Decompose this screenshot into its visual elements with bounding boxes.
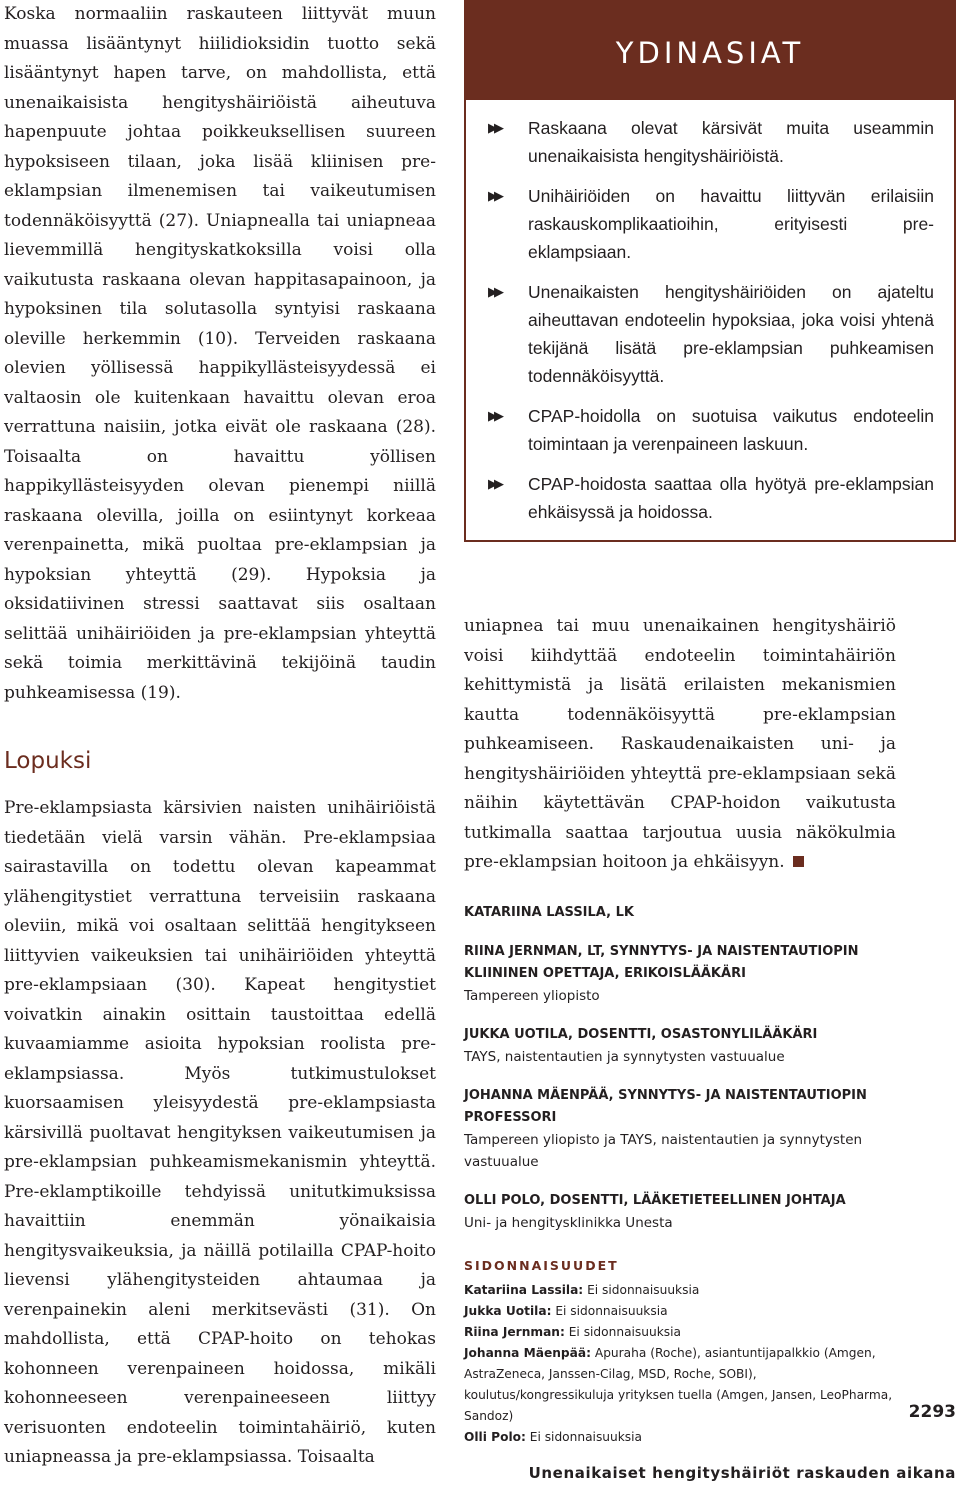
author-affiliation: Tampereen yliopisto bbox=[464, 988, 600, 1004]
disclosure-row bbox=[464, 1322, 904, 1343]
key-point-item bbox=[488, 470, 934, 526]
body-paragraph-1: Koska normaaliin raskauteen liittyvät muun muassa lisääntynyt hiilidioksidin tuotto sekä lisääntynyt hapen tarve, on mahdollista, että unenaikaisista hengityshäiriöistä aiheutuva hapenpuute johtaa poikkeuksellisen suureen hypoksiseen tilaan, joka lisää kliinisen pre-eklampsian ilmenemisen tai vaikeutumisen todennäköisyyttä (27). Uniapnealla tai uniapneaa lievemmillä hengityskatkoksilla voisi olla vaikutusta raskaana olevan happitasapainoon, ja hypoksinen tila solutasolla syntyisi raskaana oleville herkemmin (10). Terveiden raskaana olevien yöllisessä happikyllästeisyydessä ei valtaosin ole kuitenkaan havaittu olevan eroa verrattuna naisiin, jotka eivät ole raskaana (28). Toisaalta on havaittu yöllisen happikyllästeisyyden olevan pienempi niillä raskaana olevilla, joilla on esiintynyt korkeaa verenpainetta, mikä puoltaa pre-eklampsian ja hypoksian yhteyttä (29). Hypoksia ja oksidatiivinen stressi saattavat siis osaltaan selittää unihäiriöiden ja pre-eklampsian yhteyttä sekä toimia merkittävinä tekijöinä taudin puhkeamisessa (19). bbox=[4, 4, 436, 703]
double-arrow-icon: ▶▶ bbox=[488, 408, 500, 423]
author-name bbox=[464, 1190, 904, 1212]
disclosure-text: Apuraha (Roche), asiantuntijapalkkio (Amgen, AstraZeneca, Janssen-Cilag, MSD, Roche, SOBI), koulutus/kongressikuluja yrityksen tuella (Amgen, Jansen, LeoPharma, Sandoz) bbox=[464, 1346, 893, 1423]
disclosure-text: Ei sidonnaisuuksia bbox=[587, 1283, 700, 1297]
disclosure-text: Ei sidonnaisuuksia bbox=[555, 1304, 668, 1318]
disclosure-name: Jukka Uotila: bbox=[464, 1304, 552, 1318]
key-point-item bbox=[488, 402, 934, 458]
double-arrow-icon: ▶▶ bbox=[488, 120, 500, 135]
running-footer: Unenaikaiset hengityshäiriöt raskauden aikana bbox=[528, 1464, 956, 1482]
disclosure-text: Ei sidonnaisuuksia bbox=[568, 1325, 681, 1339]
disclosures-title: SIDONNAISUUDET bbox=[464, 1258, 619, 1273]
double-arrow-icon: ▶▶ bbox=[488, 284, 500, 299]
disclosure-row bbox=[464, 1427, 904, 1448]
author-name bbox=[464, 1024, 904, 1046]
author-name-text: OLLI POLO, DOSENTTI, LÄÄKETIETEELLINEN JOHTAJA bbox=[464, 1193, 846, 1208]
disclosure-name: Katariina Lassila: bbox=[464, 1283, 584, 1297]
key-point-text: Unihäiriöiden on havaittu liittyvän erilaisiin raskauskomplikaatioihin, erityisesti pre-eklampsiaan. bbox=[528, 186, 934, 262]
double-arrow-icon: ▶▶ bbox=[488, 476, 500, 491]
disclosures bbox=[464, 1255, 904, 1448]
section-heading-lopuksi: Lopuksi bbox=[4, 748, 92, 774]
author-list bbox=[464, 902, 904, 1251]
author-entry bbox=[464, 1085, 904, 1173]
right-column bbox=[464, 612, 896, 878]
key-points-box bbox=[464, 0, 956, 542]
key-point-item bbox=[488, 278, 934, 390]
disclosure-name: Johanna Mäenpää: bbox=[464, 1346, 591, 1360]
key-point-item bbox=[488, 182, 934, 266]
page-number: 2293 bbox=[908, 1402, 956, 1422]
key-point-text: CPAP-hoidolla on suotuisa vaikutus endoteelin toimintaan ja verenpaineen laskuun. bbox=[528, 406, 934, 454]
body-paragraph-2: Pre-eklampsiasta kärsivien naisten unihäiriöistä tiedetään vielä varsin vähän. Pre-eklampsiaa sairastavilla on todettu olevan kapeammat ylähengitystiet verrattuna terveisiin raskaana oleviin, mikä voi osaltaan selittää hengitykseen liittyvien vaikeuksien tai unihäiriöiden yhteyttä pre-eklampsiaan (30). Kapeat hengitystiet voivatkin ainakin osittain taustoittaa edellä kuvaamiamme asioita hypoksian roolista pre-eklampsiassa. Myös tutkimustulokset kuorsaamisen yleisyydestä pre-eklampsiasta kärsivillä puoltavat hengityksen vaikeutumisen ja pre-eklampsian puhkeamismekanismin yhteyttä. Pre-eklamptikoille tehdyissä unitutkimuksissa havaittiin enemmän yönaikaisia hengitysvaikeuksia, ja näillä potilailla CPAP-hoito lievensi ylähengitysteiden ahtaumaa ja verenpainekin aleni merkitsevästi (31). On mahdollista, että CPAP-hoito on tehokas kohonneen verenpaineen hoidossa, mikäli kohonneeseen verenpaineeseen liittyy verisuonten endoteelin toimintahäiriö, kuten uniapneassa ja pre-eklampsiassa. Toisaalta bbox=[4, 798, 436, 1467]
key-point-item bbox=[488, 114, 934, 170]
left-column bbox=[4, 0, 436, 1473]
author-entry bbox=[464, 941, 904, 1007]
author-affiliation: Uni- ja hengitysklinikka Unesta bbox=[464, 1215, 673, 1231]
double-arrow-icon: ▶▶ bbox=[488, 188, 500, 203]
body-paragraph-3 bbox=[464, 612, 896, 878]
author-entry bbox=[464, 902, 904, 924]
end-square-icon bbox=[793, 856, 804, 867]
body-paragraph-3-text: uniapnea tai muu unenaikainen hengityshäiriö voisi kiihdyttää endoteelin toimintahäiriön kehittymistä ja lisätä erilaisten mekanismien kautta todennäköisyyttä pre-eklampsian puhkeamiseen. Raskaudenaikaisten uni- ja hengityshäiriöiden yhteyttä pre-eklampsiaan sekä näihin käytettävän CPAP-hoidon vaikutusta tutkimalla saattaa tarjoutua uusia näkökulmia pre-eklampsian hoitoon ja ehkäisyyn. bbox=[464, 616, 896, 872]
author-name bbox=[464, 941, 904, 985]
author-name-text: RIINA JERNMAN, LT, SYNNYTYS- JA NAISTENTAUTIOPIN KLIININEN OPETTAJA, ERIKOISLÄÄKÄRI bbox=[464, 944, 859, 981]
disclosure-row bbox=[464, 1280, 904, 1301]
disclosure-name: Riina Jernman: bbox=[464, 1325, 565, 1339]
key-point-text: CPAP-hoidosta saattaa olla hyötyä pre-eklampsian ehkäisyssä ja hoidossa. bbox=[528, 474, 934, 522]
author-entry bbox=[464, 1190, 904, 1234]
author-name: KATARIINA LASSILA, LK bbox=[464, 905, 634, 920]
author-name-text: JUKKA UOTILA, DOSENTTI, OSASTONYLILÄÄKÄRI bbox=[464, 1027, 818, 1042]
key-point-text: Raskaana olevat kärsivät muita useammin unenaikaisista hengityshäiriöistä. bbox=[528, 118, 934, 166]
author-affiliation: TAYS, naistentautien ja synnytysten vastuualue bbox=[464, 1049, 785, 1065]
author-name-text: JOHANNA MÄENPÄÄ, SYNNYTYS- JA NAISTENTAUTIOPIN PROFESSORI bbox=[464, 1088, 867, 1125]
author-affiliation: Tampereen yliopisto ja TAYS, naistentautien ja synnytysten vastuualue bbox=[464, 1132, 863, 1170]
key-point-text: Unenaikaisten hengityshäiriöiden on ajateltu aiheuttavan endoteelin hypoksiaa, joka voisi yhtenä tekijänä lisätä pre-eklampsian puhkeamisen todennäköisyyttä. bbox=[528, 282, 934, 386]
disclosure-text: Ei sidonnaisuuksia bbox=[529, 1430, 643, 1444]
disclosure-row bbox=[464, 1301, 904, 1322]
author-entry bbox=[464, 1024, 904, 1068]
disclosure-name: Olli Polo: bbox=[464, 1430, 526, 1444]
key-points-list bbox=[466, 114, 954, 526]
key-points-title: YDINASIAT bbox=[466, 0, 954, 100]
author-name bbox=[464, 1085, 904, 1129]
disclosure-row bbox=[464, 1343, 904, 1427]
